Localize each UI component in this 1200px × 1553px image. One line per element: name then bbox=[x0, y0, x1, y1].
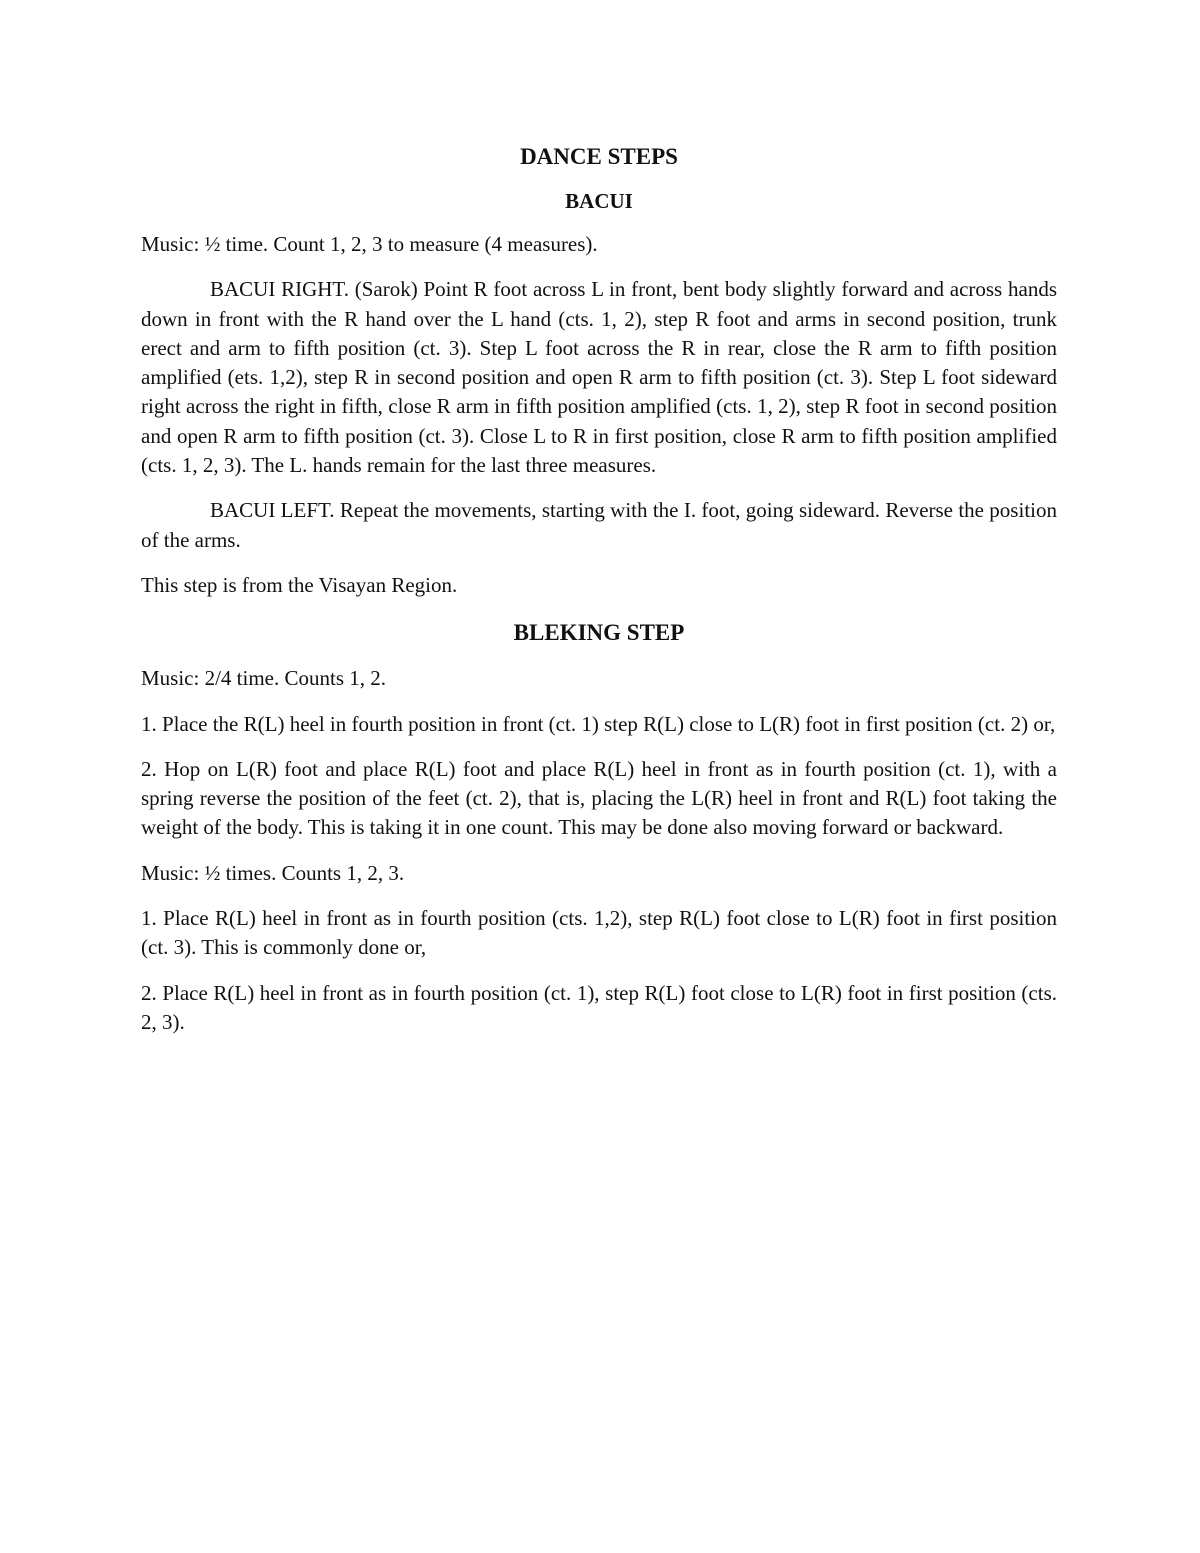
bleking-item-2: 2. Hop on L(R) foot and place R(L) foot and place R(L) heel in front as in fourth position (ct. 1), with a spring reverse the position of the feet (ct. 2), that is, placing the L(R) heel in front and R(L) foot taking the weight of the body. This is taking it in one count. This may be done also moving forward or backward. bbox=[141, 756, 1057, 840]
bacui-left-paragraph: BACUI LEFT. Repeat the movements, starting with the I. foot, going sideward. Reverse the position of the arms. bbox=[141, 498, 1057, 552]
bacui-heading: BACUI bbox=[565, 189, 633, 213]
bacui-right-paragraph: BACUI RIGHT. (Sarok) Point R foot across L in front, bent body slightly forward and across hands down in front with the R hand over the L hand (cts. 1, 2), step R foot and arms in second position, trunk erect and arm to fifth position (ct. 3). Step L foot across the R in rear, close the R arm to fifth position amplified (ets. 1,2), step R in second position and open R arm to fifth position (ct. 3). Step L foot sideward right across the right in fifth, close R arm in fifth position amplified (cts. 1, 2), step R foot in second position and open R arm to fifth position (ct. 3). Close L to R in first position, close R arm to fifth position amplified (cts. 1, 2, 3). The L. hands remain for the last three measures. bbox=[141, 277, 1057, 478]
bleking-item-4: 2. Place R(L) heel in front as in fourth position (ct. 1), step R(L) foot close to L(R) foot in first position (cts. 2, 3). bbox=[141, 980, 1057, 1034]
bleking-item-1: 1. Place the R(L) heel in fourth position in front (ct. 1) step R(L) close to L(R) foot in first position (ct. 2) or, bbox=[141, 711, 1056, 736]
document-page bbox=[141, 142, 1057, 1053]
bacui-origin: This step is from the Visayan Region. bbox=[141, 572, 458, 597]
bleking-heading: BLEKING STEP bbox=[513, 620, 685, 646]
bleking-music-2: Music: ½ times. Counts 1, 2, 3. bbox=[141, 860, 405, 885]
bleking-item-3: 1. Place R(L) heel in front as in fourth position (cts. 1,2), step R(L) foot close to L(R) foot in first position (ct. 3). This is commonly done or, bbox=[141, 906, 1057, 960]
document-title: DANCE STEPS bbox=[520, 144, 678, 169]
bacui-music: Music: ½ time. Count 1, 2, 3 to measure (4 measures). bbox=[141, 232, 598, 256]
bleking-music-1: Music: 2/4 time. Counts 1, 2. bbox=[141, 666, 387, 691]
